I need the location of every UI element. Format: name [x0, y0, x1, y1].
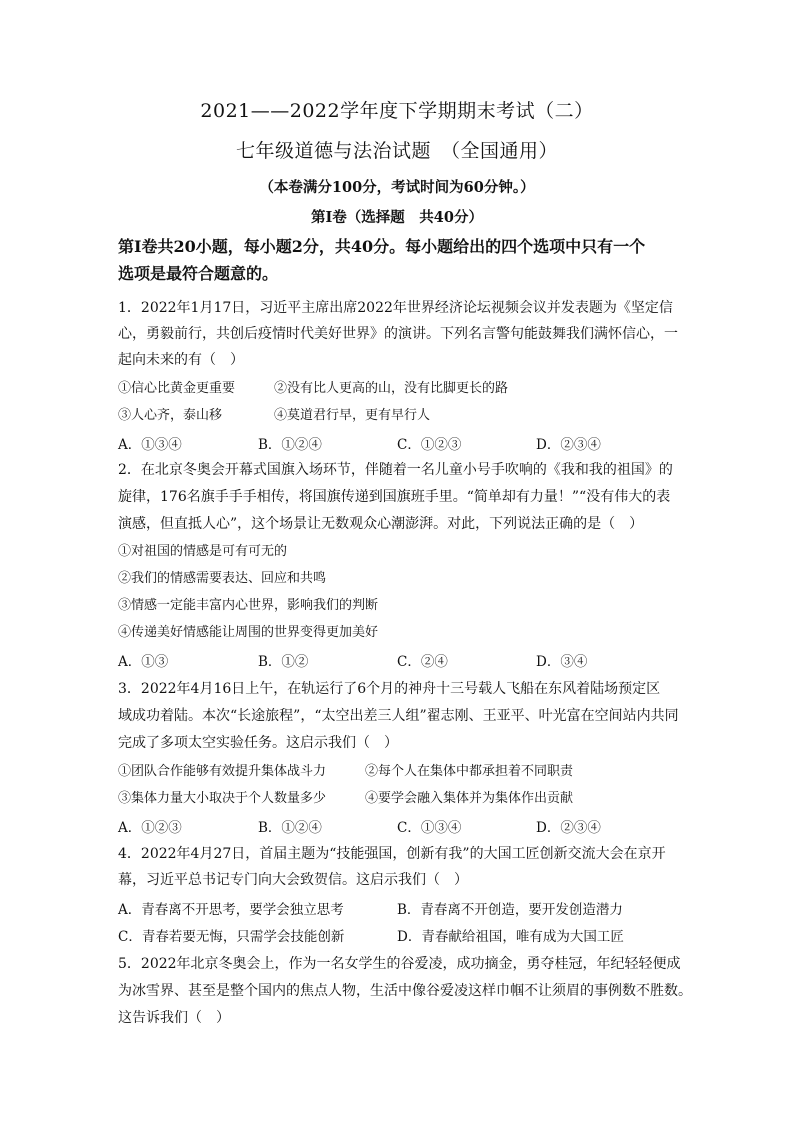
q4-choice-b: B．青春离不开创造，要开发创造潜力 — [397, 902, 623, 918]
q3-choice-b: B．①②④ — [258, 820, 322, 836]
q2-choice-d: D．③④ — [536, 654, 588, 670]
q3-choice-d: D．②③④ — [536, 820, 601, 836]
q2-item-4: ④传递美好情感能让周围的世界变得更加美好 — [118, 625, 379, 640]
q5-stem-line-3: 这告诉我们（ ） — [118, 1010, 230, 1026]
q1-item-line-2: ③人心齐，泰山移 ④莫道君行早，更有早行人 — [118, 408, 431, 423]
q4-choice-d: D．青春献给祖国，唯有成为大国工匠 — [397, 929, 624, 945]
q4-stem-line-1: 4．2022年4月27日，首届主题为“技能强国，创新有我”的大国工匠创新交流大会在京开 — [118, 846, 666, 862]
q1-choice-a: A．①③④ — [118, 437, 182, 453]
q1-stem-line-1: 1．2022年1月17日，习近平主席出席2022年世界经济论坛视频会议并发表题为《坚定信 — [118, 300, 673, 316]
q1-stem-line-3: 起向未来的有（ ） — [118, 352, 244, 368]
q3-stem-line-1: 3．2022年4月16日上午，在轨运行了6个月的神舟十三号载人飞船在东风着陆场预定区 — [118, 681, 661, 697]
q3-item-line-1: ①团队合作能够有效提升集体战斗力 ②每个人在集体中都承担着不同职责 — [118, 764, 574, 779]
q5-stem-line-2: 为冰雪界、甚至是整个国内的焦点人物，生活中像谷爱凌这样巾帼不让须眉的事例数不胜数。 — [118, 983, 692, 999]
exam-title: 2021——2022学年度下学期期末考试（二） — [200, 100, 594, 122]
q1-item-line-1: ①信心比黄金更重要 ②没有比人更高的山，没有比脚更长的路 — [118, 381, 509, 396]
q2-stem-line-1: 2．在北京冬奥会开幕式国旗入场环节，伴随着一名儿童小号手吹响的《我和我的祖国》的 — [118, 462, 673, 478]
q2-choice-b: B．①② — [258, 654, 309, 670]
q2-stem-line-3: 演感，但直抵人心”，这个场景让无数观众心潮澎湃。对此，下列说法正确的是（ ） — [118, 516, 644, 532]
q4-choice-a: A．青春离不开思考，要学会独立思考 — [118, 902, 344, 918]
section-instruction-line-2: 选项是最符合题意的。 — [118, 264, 279, 283]
q3-stem-line-3: 完成了多项太空实验任务。这启示我们（ ） — [118, 735, 398, 751]
q3-stem-line-2: 域成功着陆。本次“长途旅程”，“太空出差三人组”翟志刚、王亚平、叶光富在空间站内共同 — [118, 708, 679, 724]
q1-stem-line-2: 心，勇毅前行，共创后疫情时代美好世界》的演讲。下列名言警句能鼓舞我们满怀信心，一 — [118, 326, 678, 342]
q2-choice-a: A．①③ — [118, 654, 169, 670]
q2-stem-line-2: 旋律，176名旗手手手相传，将国旗传递到国旗班手里。“简单却有力量！”“没有伟大的表 — [118, 489, 671, 505]
q3-choice-a: A．①②③ — [118, 820, 182, 836]
q2-item-3: ③情感一定能丰富内心世界，影响我们的判断 — [118, 598, 379, 613]
q1-choice-c: C．①②③ — [397, 437, 462, 453]
subject-title: 七年级道德与法治试题 （全国通用） — [235, 140, 558, 162]
section-heading: 第I卷（选择题 共40分） — [311, 209, 483, 226]
q3-item-line-2: ③集体力量大小取决于个人数量多少 ④要学会融入集体并为集体作出贡献 — [118, 791, 574, 806]
section-instruction-line-1: 第I卷共20小题，每小题2分，共40分。每小题给出的四个选项中只有一个 — [118, 237, 646, 256]
q1-choice-b: B．①②④ — [258, 437, 322, 453]
q2-item-1: ①对祖国的情感是可有可无的 — [118, 544, 288, 559]
q3-choice-c: C．①③④ — [397, 820, 462, 836]
q2-item-2: ②我们的情感需要表达、回应和共鸣 — [118, 571, 327, 586]
q2-choice-c: C．②④ — [397, 654, 448, 670]
q5-stem-line-1: 5．2022年北京冬奥会上，作为一名女学生的谷爱凌，成功摘金，勇夺桂冠，年纪轻轻便成 — [118, 956, 681, 972]
q1-choice-d: D．②③④ — [536, 437, 601, 453]
q4-stem-line-2: 幕，习近平总书记专门向大会致贺信。这启示我们（ ） — [118, 872, 468, 888]
q4-choice-c: C．青春若要无悔，只需学会技能创新 — [118, 929, 345, 945]
score-time-note: （本卷满分100分，考试时间为60分钟。） — [259, 179, 535, 196]
